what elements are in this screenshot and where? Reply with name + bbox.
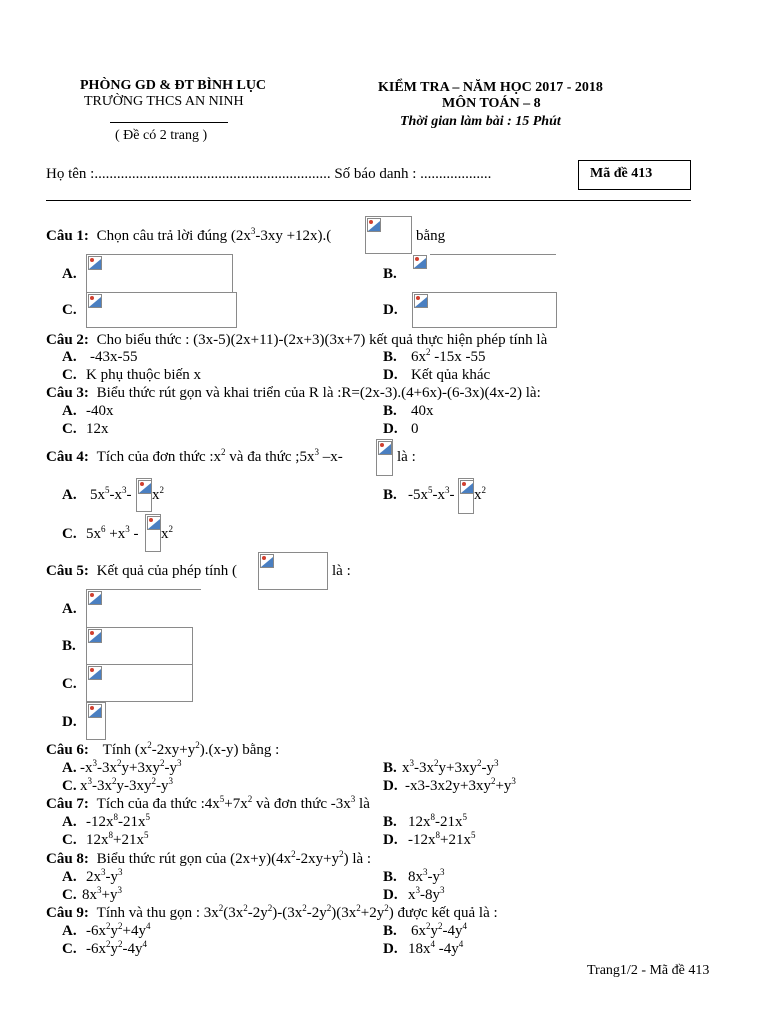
question-5 xyxy=(46,563,237,580)
text: - xyxy=(126,487,132,503)
subject-title: MÔN TOÁN – 8 xyxy=(442,96,541,111)
question-number: Câu 8: xyxy=(46,851,89,867)
option-label-a: A. xyxy=(62,923,77,939)
option-a xyxy=(80,760,181,777)
time-limit: Thời gian làm bài : 15 Phút xyxy=(400,114,561,129)
text: x xyxy=(402,760,410,776)
sup: 3 xyxy=(176,758,182,768)
text: –x- xyxy=(318,449,343,465)
formula-image-placeholder xyxy=(412,292,557,328)
option-label-a: A. xyxy=(62,760,77,776)
text: ) được kết quả là : xyxy=(388,905,498,921)
text: -2xy+y xyxy=(151,742,196,758)
sup: 6 xyxy=(101,524,106,534)
page-footer: Trang1/2 - Mã đề 413 xyxy=(587,963,710,978)
text: Biểu thức rút gọn của (2x+y)(4x xyxy=(96,851,292,867)
option-d: 0 xyxy=(411,421,419,437)
sup: 3 xyxy=(511,776,516,786)
sup: 8 xyxy=(113,812,118,822)
sup: 2 xyxy=(384,903,389,913)
option-label-b: B. xyxy=(383,266,397,282)
text: -3x xyxy=(414,760,434,776)
option-a: -40x xyxy=(86,403,114,419)
text: là xyxy=(355,796,370,812)
question-3 xyxy=(46,385,541,402)
text: - xyxy=(449,487,455,503)
text: -2xy+y xyxy=(295,851,340,867)
text: x xyxy=(408,887,416,903)
text: y+3xy xyxy=(438,760,477,776)
option-label-b: B. xyxy=(383,403,397,419)
option-c xyxy=(86,832,148,849)
broken-image-icon xyxy=(138,480,152,494)
text: +2y xyxy=(360,905,385,921)
option-a: -43x-55 xyxy=(90,349,138,365)
question-number: Câu 4: xyxy=(46,449,89,465)
formula-image-placeholder xyxy=(86,589,201,627)
formula-image-placeholder xyxy=(376,439,393,476)
sup: 3 xyxy=(440,867,445,877)
sup: 2 xyxy=(426,347,431,357)
option-c xyxy=(86,941,147,958)
text: +4y xyxy=(122,923,146,939)
q1-text-2: -3xy +12x).( xyxy=(255,228,332,244)
option-b: 40x xyxy=(411,403,434,419)
text: -x3-3x2y+3xy xyxy=(405,778,491,794)
option-label-a: A. xyxy=(62,266,77,282)
sup: 5 xyxy=(145,812,150,822)
option-label-b: B. xyxy=(383,869,397,885)
text: -2y xyxy=(306,905,327,921)
text: +21x xyxy=(440,832,471,848)
sup: 2 xyxy=(195,740,200,750)
text: x xyxy=(161,526,169,542)
sup: 2 xyxy=(339,849,344,859)
sup: 5 xyxy=(462,812,467,822)
question-9 xyxy=(46,905,498,922)
text: Tích của đa thức :4x xyxy=(96,796,220,812)
text: y-3xy xyxy=(116,778,152,794)
text: -4y xyxy=(435,941,459,957)
department-name: PHÒNG GD & ĐT BÌNH LỤC xyxy=(80,78,267,93)
text: +x xyxy=(105,526,126,542)
text: +21x xyxy=(113,832,144,848)
text: -y xyxy=(164,760,177,776)
text: -y xyxy=(481,760,494,776)
text: Tính (x xyxy=(102,742,148,758)
text: 12x xyxy=(86,832,109,848)
question-2 xyxy=(46,332,547,349)
exam-title: KIỂM TRA – NĂM HỌC 2017 - 2018 xyxy=(378,80,603,95)
text: 5x xyxy=(86,526,101,542)
option-label-a: A. xyxy=(62,349,77,365)
sup: 2 xyxy=(151,776,156,786)
text: +y xyxy=(495,778,512,794)
text: x xyxy=(80,778,88,794)
option-label-d: D. xyxy=(383,367,398,383)
text: Tích của đơn thức :x xyxy=(96,449,222,465)
sup: 2 xyxy=(112,776,117,786)
text: -6x xyxy=(86,923,106,939)
option-label-a: A. xyxy=(62,487,77,503)
sup: 3 xyxy=(101,867,106,877)
sup: 2 xyxy=(247,794,253,804)
text: y xyxy=(430,923,438,939)
text: 6x xyxy=(411,349,426,365)
broken-image-icon xyxy=(88,256,102,270)
text: 2x xyxy=(86,869,101,885)
sup: 3 xyxy=(125,524,130,534)
sup: 3 xyxy=(445,485,450,495)
text: -4y xyxy=(442,923,463,939)
sup: 2 xyxy=(438,921,443,931)
sup: 5 xyxy=(470,830,476,840)
broken-image-icon xyxy=(88,294,102,308)
text: -y xyxy=(427,869,440,885)
text: +y xyxy=(101,887,118,903)
option-label-a: A. xyxy=(62,814,77,830)
school-name: TRƯỜNG THCS AN NINH xyxy=(84,94,244,109)
text: ).(x-y) bằng : xyxy=(199,742,280,758)
option-label-a: A. xyxy=(62,869,77,885)
formula-image-placeholder xyxy=(458,478,474,514)
sup: 3 xyxy=(92,758,97,768)
option-label-b: B. xyxy=(62,638,76,654)
option-label-d: D. xyxy=(383,832,398,848)
sup: 2 xyxy=(218,903,224,913)
text: y xyxy=(110,941,118,957)
sup: 3 xyxy=(118,867,123,877)
text: (3x xyxy=(223,905,244,921)
option-label-a: A. xyxy=(62,601,77,617)
option-label-d: D. xyxy=(383,302,398,318)
question-number: Câu 3: xyxy=(46,385,89,401)
option-label-c: C. xyxy=(62,941,77,957)
sup: 2 xyxy=(302,903,307,913)
option-label-d: D. xyxy=(383,778,398,794)
header-separator xyxy=(46,200,691,201)
text: -8y xyxy=(420,887,440,903)
text: -21x xyxy=(435,814,463,830)
text: Kết quả của phép tính ( xyxy=(96,563,238,579)
broken-image-icon xyxy=(147,516,161,530)
option-label-b: B. xyxy=(383,814,397,830)
text: 8x xyxy=(408,869,423,885)
option-label-c: C. xyxy=(62,421,77,437)
sup: 2 xyxy=(159,758,165,768)
text: -6x xyxy=(86,941,106,957)
text: và đơn thức -3x xyxy=(252,796,351,812)
q4-text-end: là : xyxy=(397,449,416,465)
question-text: Cho biểu thức : (3x-5)(2x+11)-(2x+3)(3x+7) kết quả thực hiện phép tính là xyxy=(96,332,548,348)
option-d xyxy=(408,832,475,849)
text: x xyxy=(152,487,160,503)
text: )(3x xyxy=(331,905,357,921)
sup: 2 xyxy=(291,849,296,859)
broken-image-icon xyxy=(414,294,428,308)
option-label-c: C. xyxy=(62,367,77,383)
sup: 2 xyxy=(159,485,164,495)
sup: 8 xyxy=(435,830,440,840)
sup: 3 xyxy=(314,447,319,457)
option-a xyxy=(86,923,150,940)
sup: 2 xyxy=(434,758,439,768)
broken-image-icon xyxy=(378,441,392,455)
option-b xyxy=(411,923,467,940)
option-label-c: C. xyxy=(62,676,77,692)
sup: 3 xyxy=(493,758,499,768)
sup: 2 xyxy=(106,939,111,949)
option-label-b: B. xyxy=(383,760,397,776)
text: y xyxy=(110,923,118,939)
text: -x xyxy=(80,760,93,776)
option-b xyxy=(411,349,486,366)
pages-note: ( Đề có 2 trang ) xyxy=(115,128,208,143)
option-b xyxy=(402,760,498,777)
formula-image-placeholder xyxy=(86,292,237,328)
question-number: Câu 9: xyxy=(46,905,89,921)
formula-image-placeholder xyxy=(86,702,106,740)
option-c: K phụ thuộc biến x xyxy=(86,367,201,383)
option-b-end xyxy=(474,487,486,504)
sup: 5 xyxy=(219,794,225,804)
sup: 2 xyxy=(118,939,123,949)
option-c-end xyxy=(161,526,173,543)
text: -3x xyxy=(92,778,112,794)
option-c xyxy=(86,526,138,543)
broken-image-icon xyxy=(88,666,102,680)
text: -x xyxy=(109,487,122,503)
option-label-c: C. xyxy=(62,887,77,903)
option-label-c: C. xyxy=(62,832,77,848)
text: )-(3x xyxy=(272,905,303,921)
sup: 5 xyxy=(428,485,433,495)
broken-image-icon xyxy=(460,480,474,494)
sup: 3 xyxy=(415,885,420,895)
option-d xyxy=(408,941,463,958)
q5-text-end: là : xyxy=(332,563,351,579)
text: -x xyxy=(432,487,445,503)
question-text: Biểu thức rút gọn và khai triển của R là :R=(2x-3).(4+6x)-(6-3x)(4x-2) là: xyxy=(96,385,541,401)
sup: 3 xyxy=(440,885,445,895)
question-1 xyxy=(46,228,331,245)
sup: 4 xyxy=(462,921,467,931)
text: +7x xyxy=(224,796,248,812)
text: -15x -55 xyxy=(430,349,486,365)
question-7 xyxy=(46,796,370,813)
text: y+3xy xyxy=(121,760,160,776)
formula-image-placeholder xyxy=(412,254,430,272)
option-d xyxy=(408,887,445,904)
question-number: Câu 1: xyxy=(46,228,89,244)
text: -21x xyxy=(118,814,146,830)
text: -2y xyxy=(247,905,268,921)
text: -3x xyxy=(97,760,117,776)
q1-text-1: Chọn câu trả lời đúng (2x xyxy=(96,228,251,244)
sup: 2 xyxy=(118,921,123,931)
formula-image-placeholder xyxy=(145,514,161,552)
text: ) là : xyxy=(343,851,372,867)
sup: 3 xyxy=(409,758,414,768)
sup: 2 xyxy=(356,903,361,913)
sup: 3 xyxy=(122,485,127,495)
sup: 3 xyxy=(350,794,356,804)
formula-image-placeholder xyxy=(86,627,193,665)
option-label-b: B. xyxy=(383,349,397,365)
option-label-b: B. xyxy=(383,923,397,939)
sup: 2 xyxy=(476,758,482,768)
broken-image-icon xyxy=(88,629,102,643)
text: -y xyxy=(156,778,169,794)
sup: 3 xyxy=(423,867,428,877)
option-c: 12x xyxy=(86,421,109,437)
question-6 xyxy=(46,742,279,759)
text: -5x xyxy=(408,487,428,503)
option-label-b: B. xyxy=(383,487,397,503)
student-info-line: Họ tên :............................................................... Số báo danh : ................... xyxy=(46,166,492,182)
option-a-end xyxy=(152,487,164,504)
text: - xyxy=(129,526,139,542)
sup: 2 xyxy=(168,524,173,534)
sup: 2 xyxy=(147,740,152,750)
option-label-d: D. xyxy=(383,941,398,957)
sup: 5 xyxy=(143,830,149,840)
option-b xyxy=(408,869,445,886)
option-a xyxy=(86,814,150,831)
sup: 2 xyxy=(267,903,273,913)
sup: 4 xyxy=(458,939,464,949)
exam-code: Mã đề 413 xyxy=(590,166,653,181)
text: -12x xyxy=(86,814,114,830)
sup: 2 xyxy=(490,776,496,786)
sup: 2 xyxy=(117,758,122,768)
sup: 3 xyxy=(87,776,92,786)
question-number: Câu 6: xyxy=(46,742,89,758)
option-b xyxy=(408,487,455,504)
text: -12x xyxy=(408,832,436,848)
option-d: Kết qủa khác xyxy=(411,367,491,383)
formula-image-placeholder xyxy=(86,254,233,294)
broken-image-icon xyxy=(367,218,381,232)
broken-image-icon xyxy=(260,554,274,568)
question-number: Câu 7: xyxy=(46,796,89,812)
text: -4y xyxy=(122,941,143,957)
sup: 3 xyxy=(97,885,102,895)
text: x xyxy=(474,487,482,503)
text: -y xyxy=(105,869,118,885)
question-number: Câu 5: xyxy=(46,563,89,579)
formula-image-placeholder xyxy=(412,254,556,255)
text: 18x xyxy=(408,941,431,957)
sup: 4 xyxy=(145,921,151,931)
sup: 8 xyxy=(108,830,113,840)
question-4 xyxy=(46,449,343,466)
text: và đa thức ;5x xyxy=(225,449,315,465)
option-label-d: D. xyxy=(383,887,398,903)
option-label-c: C. xyxy=(62,778,77,794)
sup: 3 xyxy=(168,776,173,786)
header-divider xyxy=(110,122,228,123)
sup: 2 xyxy=(106,921,111,931)
text: 8x xyxy=(82,887,97,903)
broken-image-icon xyxy=(88,591,102,605)
sup: 4 xyxy=(142,939,147,949)
option-d xyxy=(405,778,516,795)
sup: 2 xyxy=(426,921,431,931)
option-label-d: D. xyxy=(383,421,398,437)
broken-image-icon xyxy=(413,255,427,269)
sup: 2 xyxy=(243,903,248,913)
sup: 5 xyxy=(105,485,110,495)
broken-image-icon xyxy=(88,704,102,718)
text: 6x xyxy=(411,923,426,939)
text: 5x xyxy=(90,487,105,503)
option-c xyxy=(82,887,122,904)
sup: 4 xyxy=(430,939,435,949)
option-a xyxy=(86,869,123,886)
option-label-c: C. xyxy=(62,526,77,542)
formula-image-placeholder xyxy=(258,552,328,590)
option-c xyxy=(80,778,173,795)
sup: 8 xyxy=(430,812,435,822)
option-label-a: A. xyxy=(62,403,77,419)
formula-image-placeholder xyxy=(136,478,152,512)
q1-text-3: bằng xyxy=(416,228,446,244)
option-label-c: C. xyxy=(62,302,77,318)
text: Tính và thu gọn : 3x xyxy=(96,905,219,921)
sup: 2 xyxy=(326,903,332,913)
option-label-d: D. xyxy=(62,714,77,730)
formula-image-placeholder xyxy=(86,664,193,702)
sup: 3 xyxy=(117,885,122,895)
sup: 2 xyxy=(221,447,226,457)
sup: 2 xyxy=(481,485,486,495)
question-number: Câu 2: xyxy=(46,332,89,348)
question-8 xyxy=(46,851,371,868)
option-a xyxy=(90,487,132,504)
q1-sup: 3 xyxy=(250,226,256,236)
text: 12x xyxy=(408,814,431,830)
formula-image-placeholder xyxy=(365,216,412,254)
option-b xyxy=(408,814,467,831)
